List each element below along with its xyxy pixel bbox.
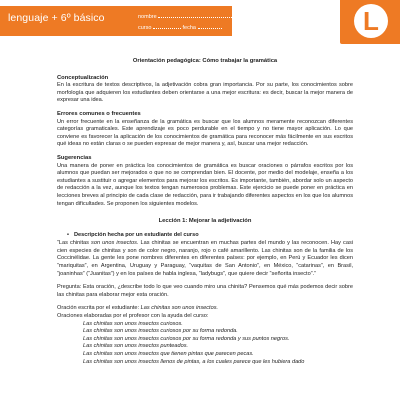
nombre-field[interactable]: [138, 12, 238, 22]
subject-label: lenguaje: [8, 12, 49, 24]
page-title: Orientación pedagógica: Cómo trabajar la gramática: [132, 58, 278, 64]
list-item: Las chinitas son unos insectos punteados.: [83, 343, 189, 350]
student-sentence: [57, 305, 353, 313]
subject-grade-label: [8, 12, 105, 24]
nombre-blank[interactable]: [158, 12, 238, 18]
list-item: Las chinitas son unos insectos curiosos por su forma redonda.: [83, 328, 238, 335]
section-text: En la escritura de textos descriptivos, la adjetivación cobra gran importancia. Por su parte, los conocimientos sobre morfología que adquieren los estudiantes deben orientarse a una mejor escritura: es decir, buscar la mejor manera de expresar una idea.: [57, 82, 353, 104]
lesson-title: Lección 1: Mejorar la adjetivación: [158, 218, 252, 225]
teacher-sentence-list: [83, 321, 353, 367]
quote-italic: son unos insectos: [91, 240, 137, 247]
student-sentence-italic: Las chinitas son unos insectos.: [140, 305, 219, 312]
student-sentence-prefix: Oración escrita por el estudiante:: [57, 305, 141, 312]
quote-intro: “Las chinitas: [57, 240, 92, 247]
document-body: [57, 58, 353, 366]
curso-label: curso: [138, 25, 152, 31]
worksheet-header: [0, 0, 400, 50]
section-heading: Conceptualización: [57, 74, 109, 81]
fecha-label: fecha: [182, 25, 196, 31]
curso-blank[interactable]: [153, 23, 181, 29]
subject-letter-icon: L: [354, 4, 388, 38]
teacher-intro: Oraciones elaboradas por el profesor con la ayuda del curso:: [57, 313, 209, 320]
bullet-item: • Descripción hecha por un estudiante del curso: [67, 232, 353, 240]
quote-rest: . Las chinitas se encuentran en muchas partes del mundo y las reconocen. Hay casi cien especies de chinitas y son de color negro, naranjo, rojo o café amarillento. Las chinitas son de la familia de los Coccinélidae. La gente les pone nombres diferentes en diferentes países: por ejemplo, en Perú y Ecuador les dicen “mariquitas”, en Argentina, Uruguay y Paraguay, “vaquitas de San Antonio”, en México, “catarinas”, en Brasil, “joaninhas” (“Juanitas”) y en los países de habla inglesa, “ladybugs”, que quiere decir “señorita insecto”.”: [57, 240, 354, 277]
student-description: [57, 240, 353, 278]
plus-sign: +: [51, 12, 58, 24]
section-heading: Errores comunes o frecuentes: [57, 110, 141, 117]
section-text: Un error frecuente en la enseñanza de la gramática es buscar que los alumnos meramente reconozcan diferentes categorías gramaticales. Este aprendizaje es poco perdurable en el tiempo y no tiene mayor aplicación. Lo que conviene es favorecer la aplicación de los conocimientos de gramática para reconocer más fácilmente en sus escritos qué ideas no están claras o se pueden expresar de mejor manera y, así, buscar una mejor redacción.: [57, 118, 353, 148]
nombre-label: nombre: [138, 14, 157, 20]
section-heading: Sugerencias: [57, 154, 92, 161]
list-item: Las chinitas son unos insectos curiosos.: [83, 320, 183, 327]
list-item: Las chinitas son unos insectos que tienen pintas que parecen pecas.: [83, 351, 254, 357]
section-text: Una manera de poner en práctica los conocimientos de gramática es buscar oraciones o párrafos escritos por los alumnos que puedan ser mejorados o que no se comprendan bien. El docente, por medio del modelaje, enseña a los estudiantes a sustituir o agregar elementos para mejorar los escritos. Es importante, también, abordar solo un aspecto de redacción a la vez, aunque los textos tengan numerosos problemas. Este ejercicio se puede poner en práctica en lecciones breves al principio de cada clase de redacción, para ir trabajando diferentes aspectos en los que los alumnos tengan dificultades. Se proponen los siguientes modelos.: [57, 162, 353, 207]
fecha-blank[interactable]: [198, 23, 222, 29]
list-item: Las chinitas son unos insectos curiosos por su forma redonda y sus puntos negros.: [83, 335, 290, 342]
list-item: Las chinitas son unos insectos llenos de pintas, a los cuales parece que les hubiera dado: [83, 358, 305, 365]
question-text: Pregunta: Esta oración, ¿describe todo lo que veo cuando miro una chinita? Pensemos qué más podemos decir sobre las chinitas para elaborar mejor esta oración.: [57, 284, 353, 298]
grade-label: 6º básico: [60, 12, 105, 24]
curso-fecha-field[interactable]: [138, 23, 222, 33]
